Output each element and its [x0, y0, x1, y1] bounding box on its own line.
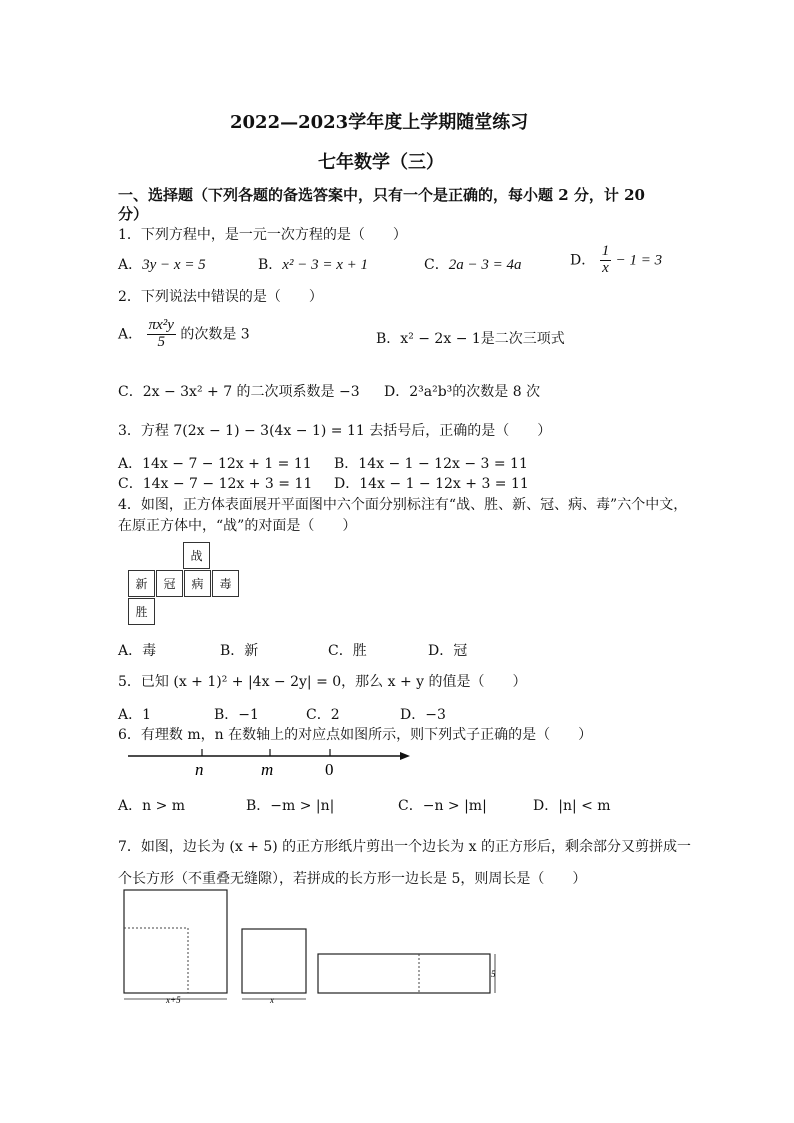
- small-square: [242, 929, 306, 993]
- axis-label-m: m: [261, 760, 274, 779]
- q4-option-a: A．毒: [118, 643, 157, 659]
- q3-option-c: C．14x − 7 − 12x + 3 = 11: [118, 476, 313, 492]
- small-square-label: x: [270, 995, 274, 1005]
- question-4-stem-cont: 在原正方体中，“战”的对面是（ ）: [118, 518, 357, 534]
- q1-a-label: A．: [118, 257, 143, 273]
- q6-option-d: D．|n| < m: [533, 798, 611, 814]
- question-2-stem: 2．下列说法中错误的是（ ）: [118, 289, 323, 305]
- q2-option-a: [118, 318, 250, 351]
- q2-d-text: 2³a²b³的次数是 8 次: [409, 384, 541, 400]
- net-face-mid1: 冠: [156, 570, 183, 597]
- section-heading-cont: 分）: [118, 205, 149, 223]
- q2-a-numerator: πx²y: [148, 317, 174, 333]
- q1-d-rest: − 1 = 3: [615, 252, 663, 269]
- q5-option-b: B．−1: [214, 707, 259, 723]
- number-line-arrow: [400, 752, 410, 760]
- q1-b-label: B．: [258, 257, 283, 273]
- q4-option-d: D．冠: [428, 643, 468, 659]
- page-subtitle: 七年数学（三）: [318, 152, 444, 173]
- question-7-stem-cont: 个长方形（不重叠无缝隙），若拼成的长方形一边长是 5，则周长是（ ）: [118, 871, 587, 887]
- q1-c-text: 2a − 3 = 4a: [448, 257, 522, 273]
- square-cut-figure: [118, 885, 508, 1010]
- q1-c-label: C．: [424, 257, 449, 273]
- question-7-stem: 7．如图，边长为 (x + 5) 的正方形纸片剪出一个边长为 x 的正方形后，剩余部分又剪拼成一: [118, 839, 691, 855]
- q4-option-b: B．新: [220, 643, 259, 659]
- q1-option-c: [424, 254, 521, 274]
- net-face-top: 战: [183, 542, 210, 569]
- cube-net-figure: [128, 542, 240, 626]
- q1-option-b: [258, 254, 368, 274]
- question-3-stem: 3．方程 7(2x − 1) − 3(4x − 1) = 11 去括号后，正确的是（ ）: [118, 423, 552, 439]
- q2-c-label: C．: [118, 384, 143, 400]
- q2-option-b: [376, 328, 565, 348]
- cut-dotted-line: [124, 928, 188, 993]
- q1-d-fraction: [600, 244, 612, 277]
- q1-a-text: 3y − x = 5: [142, 257, 206, 273]
- q2-c-text: 2x − 3x² + 7 的二次项系数是 −3: [142, 384, 360, 400]
- number-line-figure: [120, 744, 420, 780]
- q2-option-c: [118, 381, 360, 401]
- q4-option-c: C．胜: [328, 643, 367, 659]
- q2-d-label: D．: [384, 384, 410, 400]
- q3-option-a: A．14x − 7 − 12x + 1 = 11: [118, 456, 312, 472]
- q1-b-text: x² − 3 = x + 1: [282, 257, 368, 273]
- question-1-stem: 1．下列方程中，是一元一次方程的是（ ）: [118, 227, 407, 243]
- q6-option-a: A．n > m: [118, 798, 186, 814]
- big-square-label: x+5: [166, 995, 181, 1005]
- long-rectangle: [318, 954, 490, 993]
- question-4-stem: 4．如图，正方体表面展开平面图中六个面分别标注有“战、胜、新、冠、病、毒”六个中文，: [118, 497, 688, 513]
- q1-d-label: D．: [570, 252, 596, 269]
- net-face-mid2: 病: [184, 570, 211, 597]
- q5-option-c: C．2: [306, 707, 340, 723]
- q1-d-numerator: 1: [601, 243, 610, 259]
- q5-option-a: A．1: [118, 707, 152, 723]
- question-5-stem: 5．已知 (x + 1)² + |4x − 2y| = 0，那么 x + y 的值是（ ）: [118, 674, 527, 690]
- q2-a-rest: 的次数是 3: [180, 326, 250, 343]
- question-6-stem: 6．有理数 m，n 在数轴上的对应点如图所示，则下列式子正确的是（ ）: [118, 727, 593, 743]
- q1-d-denominator: x: [602, 259, 609, 276]
- q5-option-d: D．−3: [400, 707, 446, 723]
- q1-option-d: [570, 244, 662, 277]
- q2-a-denominator: 5: [157, 333, 165, 350]
- big-square: [124, 890, 227, 993]
- net-face-bottom: 胜: [128, 598, 155, 625]
- q2-b-text: x² − 2x − 1是二次三项式: [400, 331, 565, 347]
- axis-label-zero: 0: [325, 760, 334, 779]
- net-face-right: 毒: [212, 570, 239, 597]
- rectangle-side-label: 5: [491, 969, 496, 979]
- q2-b-label: B．: [376, 331, 401, 347]
- net-face-left: 新: [128, 570, 155, 597]
- q2-a-fraction: [147, 318, 176, 351]
- section-heading: 一、选择题（下列各题的备选答案中，只有一个是正确的，每小题 2 分，计 20: [118, 186, 645, 204]
- page-title: 2022—2023学年度上学期随堂练习: [230, 112, 529, 133]
- q2-option-d: [384, 381, 540, 401]
- q3-option-b: B．14x − 1 − 12x − 3 = 11: [334, 456, 528, 472]
- axis-label-n: n: [195, 760, 204, 779]
- q6-option-c: C．−n > |m|: [398, 798, 487, 814]
- q2-a-label: A．: [118, 326, 143, 343]
- q6-option-b: B．−m > |n|: [246, 798, 335, 814]
- q1-option-a: [118, 254, 206, 274]
- q3-option-d: D．14x − 1 − 12x + 3 = 11: [334, 476, 529, 492]
